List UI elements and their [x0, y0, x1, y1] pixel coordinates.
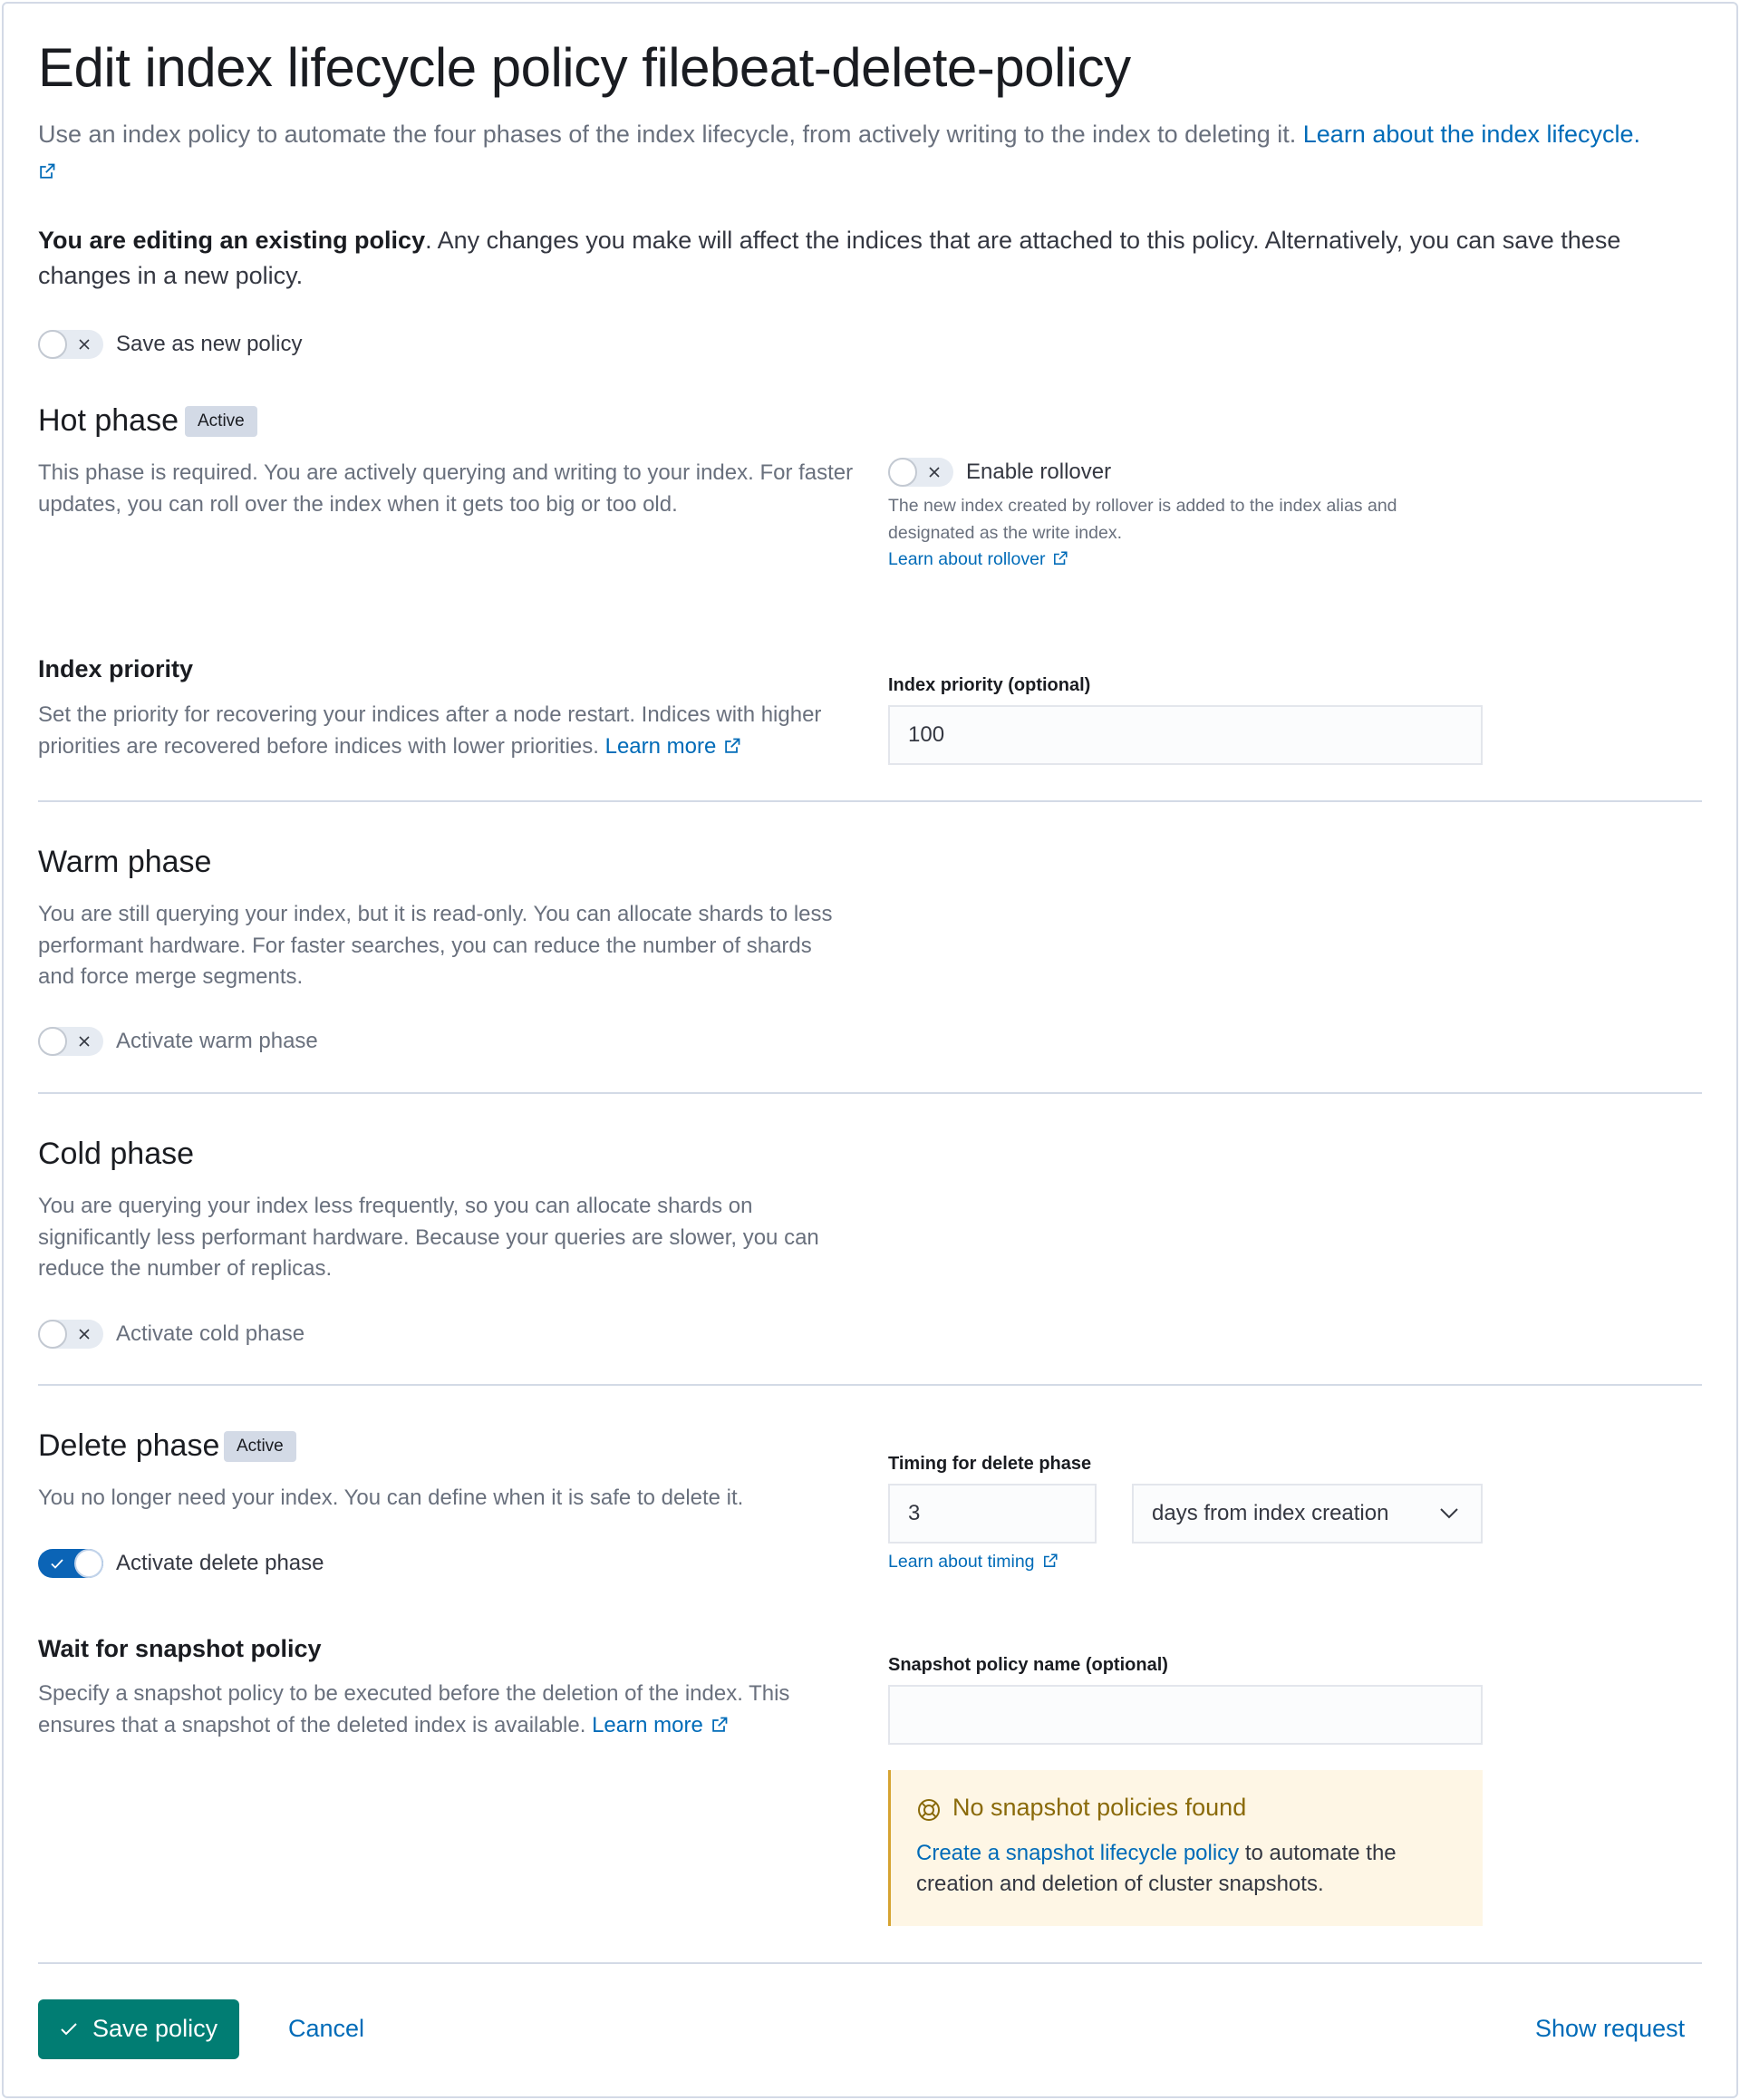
warm-phase-title: Warm phase [38, 845, 212, 879]
hot-phase-active-badge: Active [185, 406, 257, 437]
index-priority-description-text: Set the priority for recovering your indices after a node restart. Indices with higher priorities are recovered before indices with lower priorities. [38, 702, 822, 759]
index-priority-description [38, 700, 854, 762]
page-description-text: Use an index policy to automate the four phases of the index lifecycle, from actively writing to the index to deleting it. [38, 121, 1297, 148]
learn-about-timing-text: Learn about timing [888, 1552, 1035, 1572]
learn-more-text: Learn more [604, 733, 717, 759]
create-snapshot-policy-link[interactable]: Create a snapshot lifecycle policy [916, 1841, 1240, 1865]
editing-notice [38, 223, 1715, 294]
editing-notice-text: . Any changes you make will affect the indices that are attached to this policy. Alternatively, you can save these changes in a new policy. [38, 227, 1621, 289]
learn-about-rollover-text: Learn about rollover [888, 549, 1046, 569]
chevron-down-icon [1439, 1507, 1459, 1520]
delete-phase-active-badge: Active [224, 1431, 296, 1462]
activate-warm-phase-switch[interactable] [38, 1027, 103, 1056]
delete-phase-title: Delete phase [38, 1428, 220, 1463]
callout-body-text: to automate the creation and deletion of cluster snapshots. [916, 1841, 1397, 1896]
save-policy-button[interactable] [38, 1999, 239, 2059]
footer-divider [38, 1962, 1702, 1964]
external-link-icon [38, 162, 56, 180]
snapshot-policy-input[interactable] [888, 1685, 1483, 1745]
editing-notice-bold: You are editing an existing policy [38, 227, 426, 254]
page-description [38, 116, 1715, 189]
index-priority-title: Index priority [38, 655, 194, 682]
enable-rollover-switch[interactable] [888, 458, 953, 487]
index-priority-field-label: Index priority (optional) [888, 675, 1091, 695]
no-snapshot-policies-callout [888, 1770, 1483, 1926]
index-priority-input[interactable]: 100 [888, 705, 1483, 765]
wait-for-snapshot-title: Wait for snapshot policy [38, 1635, 322, 1662]
save-as-new-policy-label: Save as new policy [116, 332, 303, 356]
page-title: Edit index lifecycle policy filebeat-delete-policy [38, 37, 1131, 98]
hot-phase-description: This phase is required. You are actively querying and writing to your index. For faster updates, you can roll over the index when it gets too big or too old. [38, 460, 854, 517]
activate-delete-phase-switch[interactable] [38, 1549, 103, 1578]
activate-cold-phase-switch[interactable] [38, 1320, 103, 1349]
learn-more-text: Learn more [592, 1712, 703, 1737]
activate-warm-phase-label: Activate warm phase [116, 1029, 318, 1053]
delete-phase-description: You no longer need your index. You can define when it is safe to delete it. [38, 1485, 744, 1510]
x-icon [77, 337, 92, 352]
phase-divider [38, 800, 1702, 802]
activate-cold-phase-label: Activate cold phase [116, 1321, 305, 1346]
rollover-help-text [888, 493, 1468, 574]
snapshot-learn-more-link[interactable] [592, 1713, 729, 1737]
rollover-help-description: The new index created by rollover is added to the index alias and designated as the write index. [888, 496, 1397, 543]
learn-about-rollover-link[interactable] [888, 549, 1068, 569]
cancel-button[interactable]: Cancel [288, 2015, 365, 2042]
cold-phase-description: You are querying your index less frequently, so you can allocate shards on significantly less performant hardware. Because your queries are slower, you can reduce the number of replicas. [38, 1194, 819, 1281]
switch-knob [38, 1320, 67, 1349]
enable-rollover-label: Enable rollover [966, 460, 1112, 484]
callout-title: No snapshot policies found [952, 1794, 1247, 1821]
phase-divider [38, 1092, 1702, 1094]
external-link-icon [1042, 1553, 1058, 1569]
external-link-icon [723, 737, 741, 755]
external-link-icon [1052, 550, 1068, 566]
save-policy-label: Save policy [92, 2015, 218, 2042]
x-icon [77, 1327, 92, 1341]
help-lifebuoy-icon [916, 1797, 942, 1823]
switch-knob [888, 458, 917, 487]
show-request-button[interactable]: Show request [1535, 2015, 1686, 2042]
activate-delete-phase-label: Activate delete phase [116, 1551, 324, 1575]
external-link-icon [710, 1716, 729, 1734]
learn-about-timing-link[interactable] [888, 1552, 1058, 1573]
switch-knob [74, 1549, 103, 1578]
timing-value-input[interactable]: 3 [888, 1484, 1097, 1544]
learn-lifecycle-link-text: Learn about the index lifecycle. [1302, 121, 1641, 148]
warm-phase-description: You are still querying your index, but it is read-only. You can allocate shards to less performant hardware. For faster searches, you can reduce the number of shards and force merge segments. [38, 902, 833, 989]
hot-phase-title: Hot phase [38, 403, 179, 438]
timing-unit-select[interactable] [1132, 1484, 1483, 1544]
save-as-new-policy-switch[interactable] [38, 330, 103, 359]
switch-knob [38, 330, 67, 359]
check-icon [60, 2022, 78, 2037]
phase-divider [38, 1384, 1702, 1386]
x-icon [77, 1034, 92, 1049]
snapshot-policy-field-label: Snapshot policy name (optional) [888, 1655, 1168, 1675]
callout-body [916, 1838, 1460, 1900]
snapshot-description-text: Specify a snapshot policy to be executed before the deletion of the index. This ensures that a snapshot of the deleted index is available. [38, 1681, 790, 1737]
cold-phase-title: Cold phase [38, 1137, 195, 1171]
snapshot-description [38, 1679, 854, 1741]
index-priority-learn-more-link[interactable] [605, 734, 742, 759]
x-icon [927, 465, 942, 479]
check-icon [50, 1556, 64, 1571]
timing-field-label: Timing for delete phase [888, 1454, 1092, 1474]
timing-unit-selected: days from index creation [1152, 1501, 1389, 1525]
switch-knob [38, 1027, 67, 1056]
